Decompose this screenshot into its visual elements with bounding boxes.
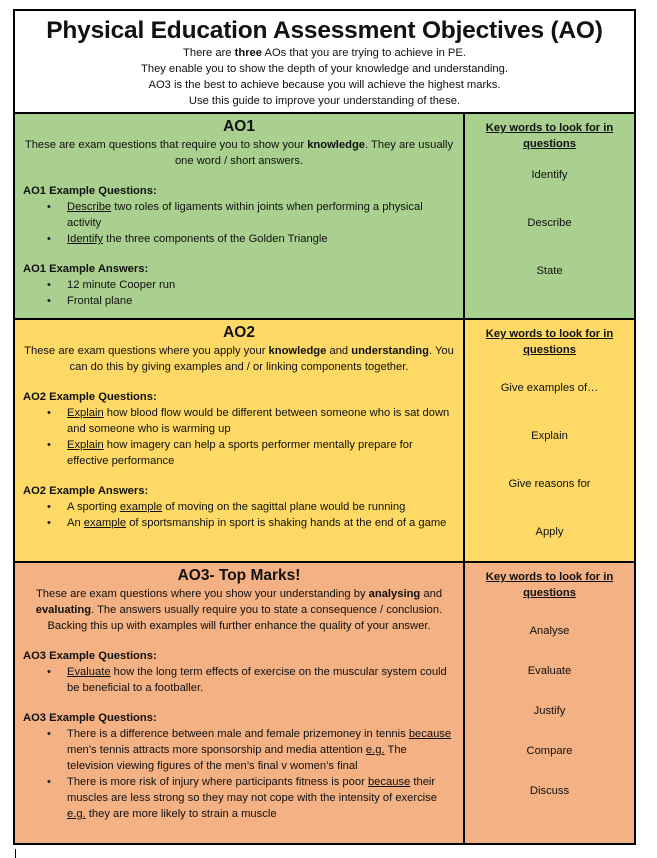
keywords-heading: Key words to look for in questions: [485, 122, 614, 150]
item-text: they are more likely to strain a muscle: [85, 808, 277, 820]
item-text: of sportsmanship in sport is shaking hands at the end of a game: [126, 517, 447, 529]
command-word: Evaluate: [67, 666, 111, 678]
command-word: Explain: [67, 407, 104, 419]
keywords-heading: Key words to look for in questions: [485, 328, 614, 356]
keyword: Identify: [531, 169, 568, 181]
keyword: Give examples of…: [500, 382, 599, 394]
command-word: Explain: [67, 439, 104, 451]
list-item: [23, 499, 455, 515]
item-text: how the long term effects of exercise on the muscular system could be beneficial to a footballer.: [67, 666, 447, 694]
desc-bold: understanding: [351, 345, 429, 357]
keyword: State: [536, 265, 563, 277]
ao1-keywords-panel: [465, 114, 634, 318]
keyword: Compare: [526, 745, 573, 757]
ao3-keywords-panel: [465, 563, 634, 843]
list-item: • 12 minute Cooper run: [23, 277, 455, 293]
intro-text: AOs that you are trying to achieve in PE.: [262, 47, 466, 59]
page-title: Physical Education Assessment Objectives (AO): [46, 17, 603, 44]
ao2-section: [15, 320, 634, 563]
ao1-description: [23, 137, 455, 169]
ao3-questions-heading: AO3 Example Questions:: [23, 650, 157, 662]
keyword: Discuss: [529, 785, 570, 797]
ao2-description: [23, 343, 455, 375]
connective-word: because: [408, 728, 452, 740]
ao2-title: AO2: [223, 324, 255, 341]
ao2-questions-heading: AO2 Example Questions:: [23, 391, 157, 403]
intro-line-2: They enable you to show the depth of your knowledge and understanding.: [141, 63, 508, 75]
ao2-keywords-panel: [465, 320, 634, 561]
ao2-answers-list: [23, 499, 455, 531]
ao1-title: AO1: [223, 118, 255, 135]
desc-bold: analysing: [368, 588, 421, 600]
keyword: Describe: [527, 217, 572, 229]
ao3-questions-heading-2: AO3 Example Questions:: [23, 712, 157, 724]
list-item: [23, 199, 455, 231]
ao3-section: [15, 563, 634, 843]
desc-text: and: [420, 588, 443, 600]
item-text: The television viewing figures of the men’s final v women’s final: [67, 744, 407, 772]
ao3-questions-list: [23, 664, 455, 696]
ao3-description: [23, 586, 455, 634]
ao1-content: [15, 114, 465, 318]
desc-text: These are exam questions where you apply your: [24, 345, 269, 357]
desc-bold: knowledge: [307, 139, 366, 151]
connective-word: e.g.: [365, 744, 385, 756]
connective-word: e.g.: [67, 808, 86, 820]
intro-line-4: Use this guide to improve your understanding of these.: [188, 95, 461, 107]
list-item: [23, 437, 455, 469]
item-text: There is a difference between male and female prizemoney in tennis: [67, 728, 409, 740]
page-edge-marker: [15, 849, 16, 858]
desc-text: These are exam questions where you show your understanding by: [35, 588, 369, 600]
command-word: Identify: [67, 233, 104, 245]
list-item: [23, 726, 455, 774]
list-item: • Frontal plane: [23, 293, 455, 309]
ao2-questions-list: [23, 405, 455, 469]
ao1-answers-heading: AO1 Example Answers:: [23, 263, 149, 275]
item-text: of moving on the sagittal plane would be running: [162, 501, 406, 513]
list-item: [23, 515, 455, 531]
intro-line-1: [15, 45, 634, 61]
desc-bold: knowledge: [268, 345, 327, 357]
list-item: [23, 405, 455, 437]
item-text: the three components of the Golden Triangle: [103, 233, 328, 245]
desc-text: . They are usually one word / short answers.: [174, 139, 454, 167]
command-word: Describe: [67, 201, 112, 213]
desc-bold: evaluating: [35, 604, 92, 616]
list-item: [23, 664, 455, 696]
ao1-questions-list: [23, 199, 455, 247]
ao3-answers-list: [23, 726, 455, 822]
keyword: Explain: [531, 430, 568, 442]
command-word: example: [83, 517, 127, 529]
ao3-content: [15, 563, 465, 843]
keywords-heading: Key words to look for in questions: [485, 571, 614, 599]
desc-text: . You can do this by giving examples and / or linking components together.: [69, 345, 454, 373]
keyword: Analyse: [529, 625, 570, 637]
keyword: Evaluate: [527, 665, 572, 677]
ao2-answers-heading: AO2 Example Answers:: [23, 485, 149, 497]
item-text: There is more risk of injury where participants fitness is poor: [67, 776, 368, 788]
item-text: their muscles are less strong so they may not cope with the intensity of exercise: [67, 776, 437, 804]
connective-word: because: [367, 776, 411, 788]
assessment-sheet: [13, 9, 636, 845]
ao1-section: [15, 114, 634, 320]
intro-line-3: AO3 is the best to achieve because you will achieve the highest marks.: [148, 79, 501, 91]
intro-text: There are: [183, 47, 235, 59]
command-word: example: [119, 501, 163, 513]
ao3-title: AO3- Top Marks!: [177, 567, 301, 584]
item-text: men’s tennis attracts more sponsorship and media attention: [67, 744, 366, 756]
keyword: Give reasons for: [508, 478, 591, 490]
ao2-content: [15, 320, 465, 561]
item-text: An: [67, 517, 84, 529]
list-item: [23, 774, 455, 822]
keyword: Apply: [535, 526, 564, 538]
ao1-answers-list: [23, 277, 455, 309]
item-text: how imagery can help a sports performer mentally prepare for effective performance: [67, 439, 413, 467]
ao1-questions-heading: AO1 Example Questions:: [23, 185, 157, 197]
list-item: [23, 231, 455, 247]
desc-text: and: [326, 345, 352, 357]
item-text: A sporting: [67, 501, 120, 513]
desc-text: . The answers usually require you to state a consequence / conclusion. Backing this up with examples will further enhance the quality of your answer.: [47, 604, 443, 632]
item-text: how blood flow would be different between someone who is sat down and someone who is warming up: [67, 407, 450, 435]
item-text: two roles of ligaments within joints when performing a physical activity: [67, 201, 423, 229]
keyword: Justify: [533, 705, 566, 717]
intro-bold: three: [234, 47, 262, 59]
desc-text: These are exam questions that require you to show your: [24, 139, 308, 151]
header: [15, 11, 634, 114]
